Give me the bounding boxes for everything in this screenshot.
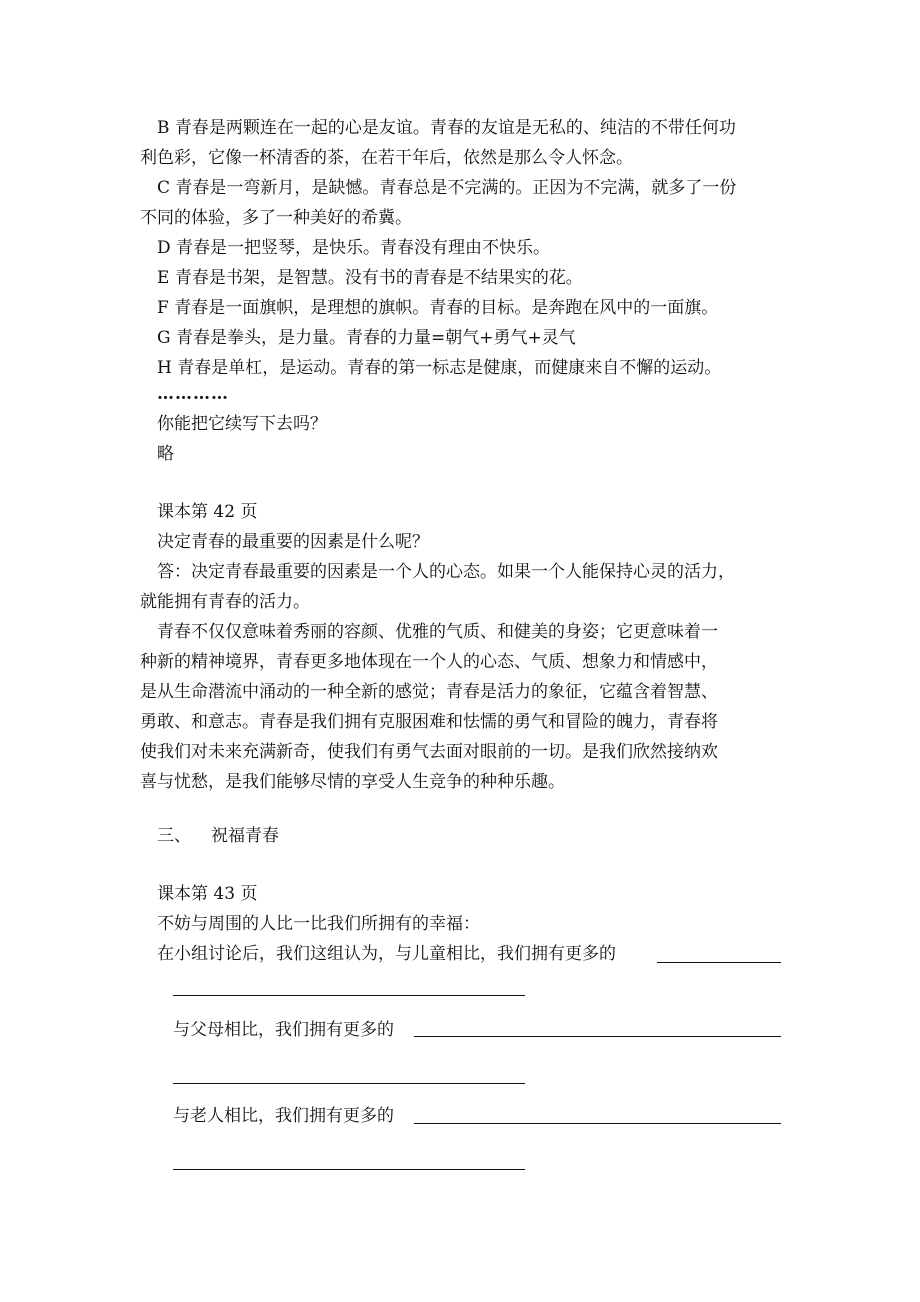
parents-prompt: 与父母相比，我们拥有更多的: [173, 1020, 394, 1040]
parents-answer-blank[interactable]: [414, 1036, 781, 1037]
item-h: H 青春是单杠，是运动。青春的第一标志是健康，而健康来自不懈的运动。: [157, 358, 722, 378]
p42-paragraph-line-4: 勇敢、和意志。青春是我们拥有克服困难和怯懦的勇气和冒险的魄力，青春将: [140, 712, 718, 732]
p42-paragraph-line-3: 是从生命潜流中涌动的一种全新的感觉；青春是活力的象征，它蕴含着智慧、: [140, 682, 718, 702]
item-d: D 青春是一把竖琴，是快乐。青春没有理由不快乐。: [157, 238, 551, 258]
elders-prompt: 与老人相比，我们拥有更多的: [173, 1106, 394, 1126]
item-b-line-2: 利色彩，它像一杯清香的茶，在若干年后，依然是那么令人怀念。: [140, 148, 633, 168]
item-g: G 青春是拳头，是力量。青春的力量=朝气+勇气+灵气: [157, 328, 576, 348]
p42-paragraph-line-5: 使我们对未来充满新奇，使我们有勇气去面对眼前的一切。是我们欣然接纳欢: [140, 742, 718, 762]
parents-answer-blank-2[interactable]: [173, 1083, 525, 1084]
p42-answer-line-1: 答：决定青春最重要的因素是一个人的心态。如果一个人能保持心灵的活力，: [157, 562, 735, 582]
ellipsis: …………: [157, 384, 229, 404]
p42-answer-line-2: 就能拥有青春的活力。: [140, 592, 310, 612]
section-three-title: 祝福青春: [211, 826, 279, 846]
children-prompt: 在小组讨论后，我们这组认为，与儿童相比，我们拥有更多的: [157, 944, 616, 964]
continue-answer: 略: [157, 444, 174, 464]
children-answer-blank[interactable]: [657, 962, 781, 963]
elders-answer-blank[interactable]: [414, 1123, 781, 1124]
p43-intro: 不妨与周围的人比一比我们所拥有的幸福：: [157, 914, 480, 934]
item-c-line-2: 不同的体验，多了一种美好的希冀。: [140, 208, 412, 228]
children-answer-blank-2[interactable]: [173, 995, 525, 996]
continue-question: 你能把它续写下去吗？: [157, 414, 327, 434]
item-b-line-1: B 青春是两颗连在一起的心是友谊。青春的友谊是无私的、纯洁的不带任何功: [157, 118, 736, 138]
page-ref-42: 课本第 42 页: [157, 502, 258, 522]
p42-paragraph-line-1: 青春不仅仅意味着秀丽的容颜、优雅的气质、和健美的身姿；它更意味着一: [157, 622, 718, 642]
item-e: E 青春是书架，是智慧。没有书的青春是不结果实的花。: [157, 268, 583, 288]
page-ref-43: 课本第 43 页: [157, 884, 258, 904]
p42-paragraph-line-6: 喜与忧愁，是我们能够尽情的享受人生竞争的种种乐趣。: [140, 772, 565, 792]
elders-answer-blank-2[interactable]: [173, 1169, 525, 1170]
p42-paragraph-line-2: 种新的精神境界，青春更多地体现在一个人的心态、气质、想象力和情感中，: [140, 652, 718, 672]
item-c-line-1: C 青春是一弯新月，是缺憾。青春总是不完满的。正因为不完满，就多了一份: [157, 178, 737, 198]
p42-question: 决定青春的最重要的因素是什么呢？: [157, 532, 429, 552]
section-three-heading: [157, 826, 279, 850]
item-f: F 青春是一面旗帜，是理想的旗帜。青春的目标。是奔跑在风中的一面旗。: [157, 298, 719, 318]
section-three-number: 三、: [157, 826, 191, 846]
